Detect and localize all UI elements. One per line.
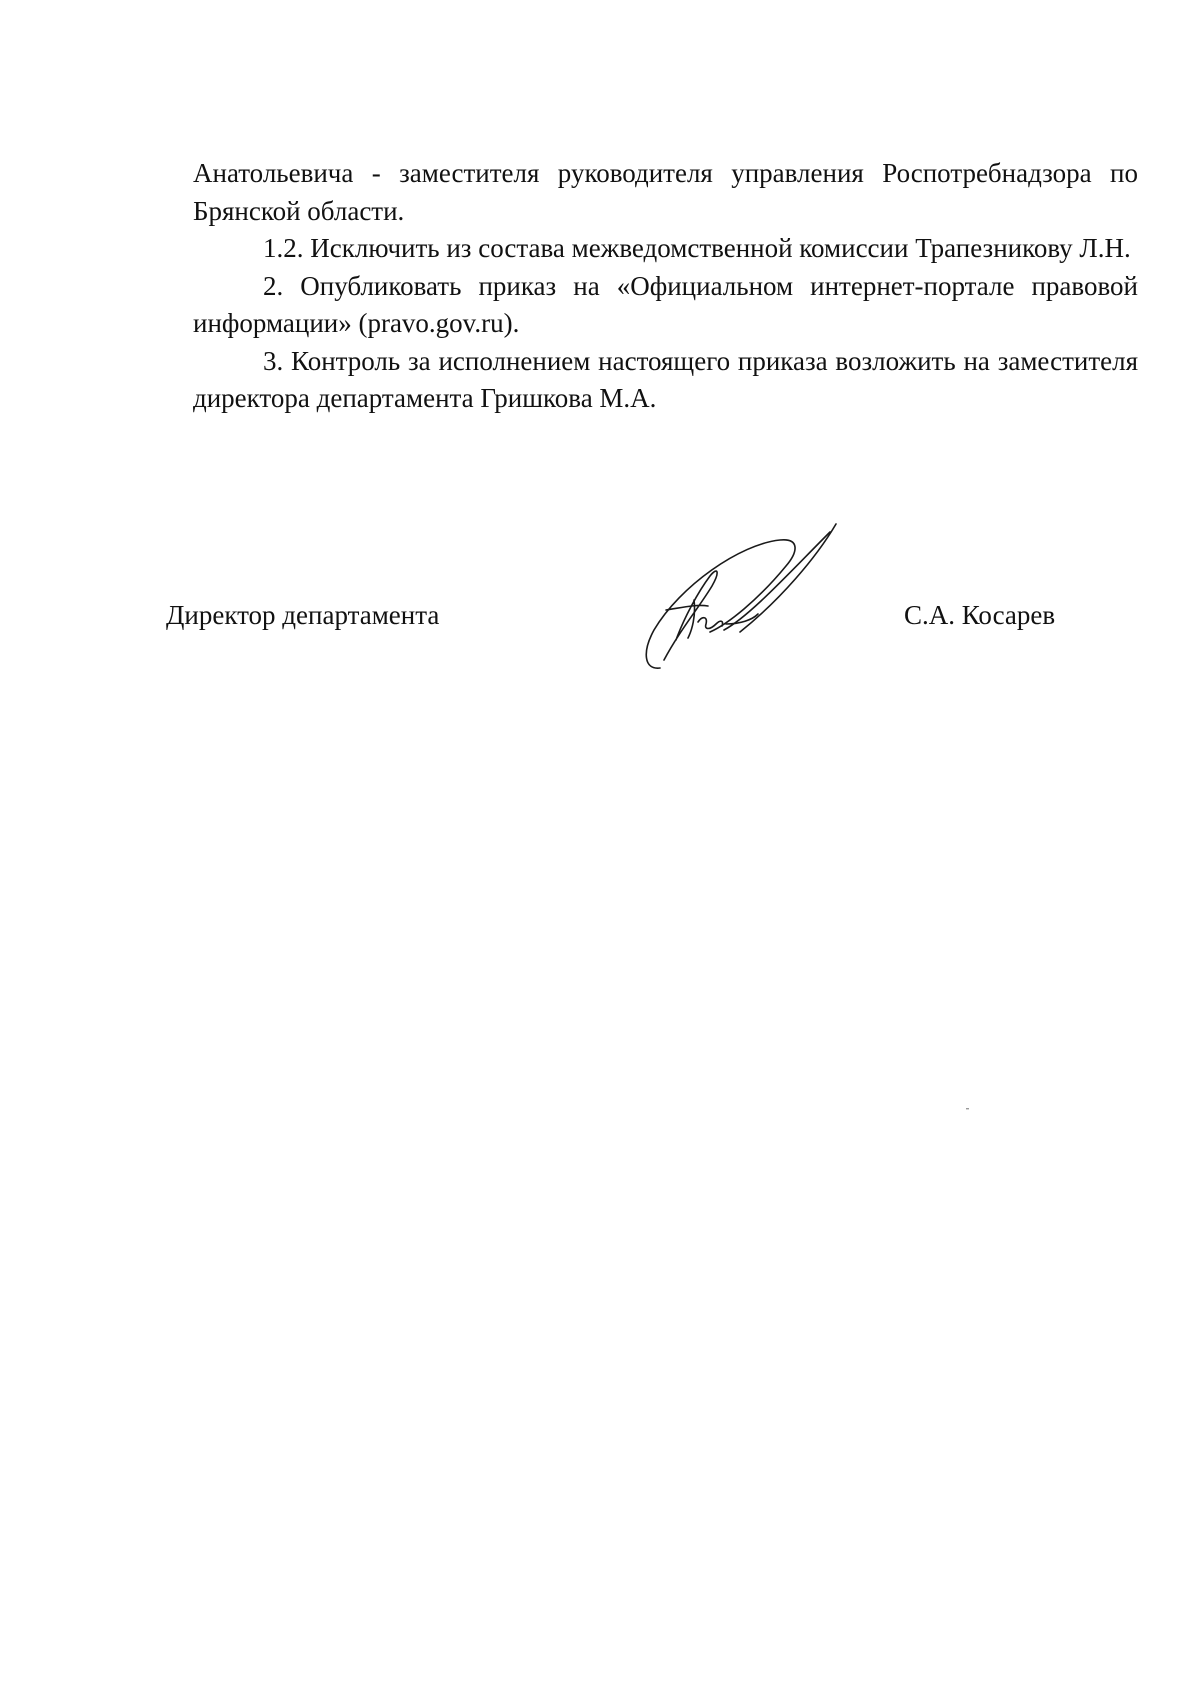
document-body — [193, 155, 1138, 418]
paragraph-item-1-2: 1.2. Исключить из состава межведомственной комиссии Трапезникову Л.Н. — [263, 233, 1131, 263]
signatory-position: Директор департамента — [166, 600, 440, 630]
handwritten-signature-icon — [640, 520, 880, 680]
paragraph-continuation: Анатольевича - заместителя руководителя управления Роспотребнадзора по Брянской области. — [193, 158, 1138, 226]
signatory-name: С.А. Косарев — [904, 600, 1056, 630]
scan-speck — [966, 1108, 970, 1110]
paragraph-item-2: 2. Опубликовать приказ на «Официальном интернет-портале правовой информации» (pravo.gov.ru). — [193, 270, 1138, 338]
paragraph-item-3: 3. Контроль за исполнением настоящего приказа возложить на заместителя директора департамента Гришкова М.А. — [193, 345, 1138, 413]
